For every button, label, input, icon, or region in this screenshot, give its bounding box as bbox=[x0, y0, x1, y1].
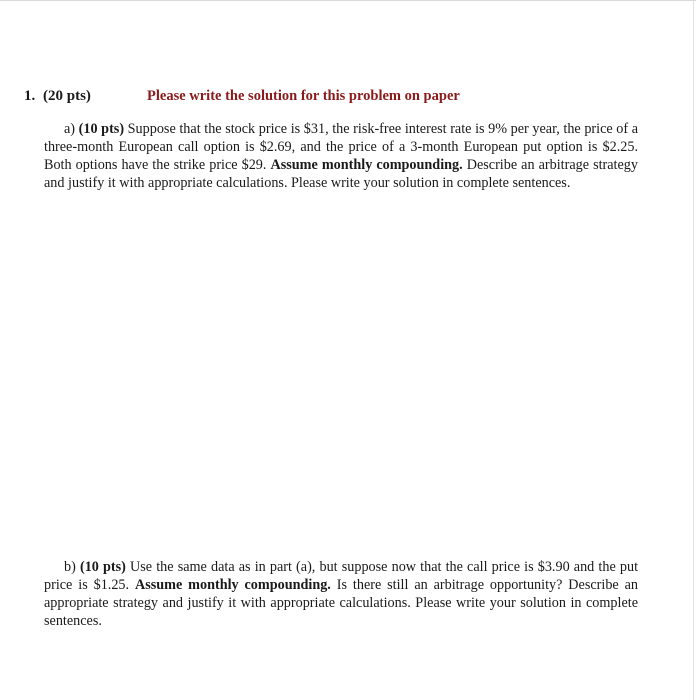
question-header bbox=[24, 88, 91, 105]
part-b-text-2: Is there still an arbitrage opportunity? Describe an appropriate strategy and justify it with appropriate calculations. Please write your solution in complete sentences. bbox=[44, 577, 639, 629]
page-top-border bbox=[0, 0, 696, 1]
part-a-emphasis: Assume monthly compounding. bbox=[270, 157, 463, 173]
page-right-border bbox=[693, 0, 694, 700]
part-a-points: (10 pts) bbox=[78, 121, 125, 137]
part-a bbox=[44, 120, 638, 192]
part-a-text-1: Suppose that the stock price is $31, the risk-free interest rate is 9% per year, the price of a three-month European call option is $2.69, and the price of a 3-month European put option is $2.25. Both options have the strike price $29. bbox=[44, 121, 639, 173]
part-b-text-1: Use the same data as in part (a), but suppose now that the call price is $3.90 and the put price is $1.25. bbox=[44, 559, 639, 593]
part-b-points: (10 pts) bbox=[79, 559, 126, 575]
part-b-emphasis: Assume monthly compounding. bbox=[134, 577, 331, 593]
question-points: (20 pts) bbox=[43, 88, 91, 104]
part-a-label: a) bbox=[64, 121, 76, 137]
part-a-text-2: Describe an arbitrage strategy and justify it with appropriate calculations. Please write your solution in complete sentences. bbox=[44, 157, 638, 191]
question-number: 1. bbox=[24, 88, 36, 104]
part-b bbox=[44, 558, 638, 630]
question-instruction: Please write the solution for this problem on paper bbox=[147, 88, 460, 104]
part-b-label: b) bbox=[64, 559, 76, 575]
